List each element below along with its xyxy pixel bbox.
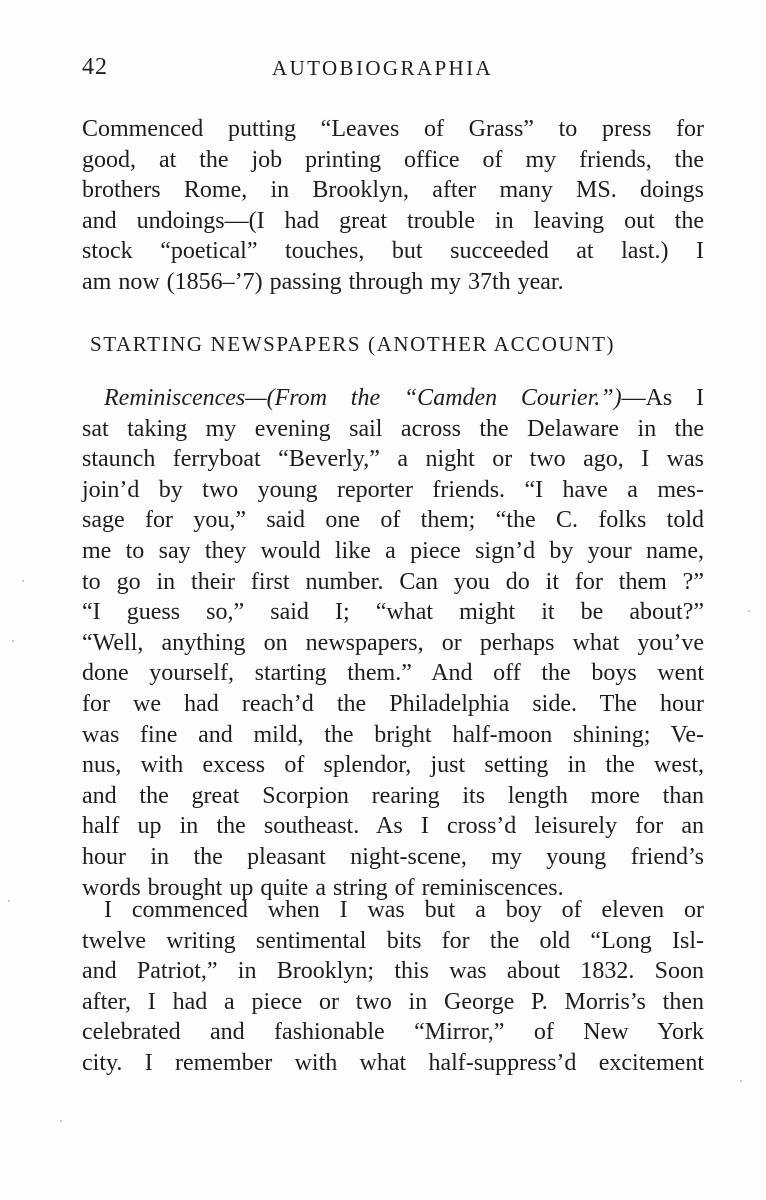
text-line: me to say they would like a piece sign’d by your name,: [82, 537, 704, 564]
text-line: join’d by two young reporter friends. “I have a mes-: [82, 476, 704, 503]
text-line: staunch ferryboat “Beverly,” a night or two ago, I was: [82, 446, 704, 473]
paper-speckle: [740, 1080, 742, 1082]
text-line: and undoings—(I had great trouble in leaving out the: [82, 207, 704, 234]
text-line: words brought up quite a string of reminiscences.: [82, 874, 564, 901]
paper-speckle: [22, 580, 24, 582]
paper-speckle: [12, 640, 14, 642]
text-line: I commenced when I was but a boy of eleven or: [104, 897, 704, 923]
text-line: to go in their first number. Can you do it for them ?”: [82, 568, 704, 595]
text-line-lead: [82, 383, 704, 414]
running-head: AUTOBIOGRAPHIA: [272, 56, 494, 80]
text-line: city. I remember with what half-suppress’d excitement: [82, 1049, 704, 1076]
paragraph-first-writings: [82, 895, 704, 1079]
page-number: 42: [82, 54, 108, 80]
paragraph-reminiscences: [82, 383, 704, 903]
paper-speckle: [748, 610, 750, 612]
text-line: done yourself, starting them.” And off the boys went: [82, 660, 704, 687]
text-line: “Well, anything on newspapers, or perhaps what you’ve: [82, 629, 704, 656]
text-line: hour in the pleasant night-scene, my young friend’s: [82, 843, 704, 870]
section-heading: STARTING NEWSPAPERS (ANOTHER ACCOUNT): [90, 332, 616, 356]
text-line: and the great Scorpion rearing its length more than: [82, 782, 704, 809]
text-line: sat taking my evening sail across the Delaware in the: [82, 415, 704, 442]
text-line: for we had reach’d the Philadelphia side. The hour: [82, 690, 704, 717]
text-line: “I guess so,” said I; “what might it be about?”: [82, 599, 704, 626]
lead-italic: Reminiscences—(From the “Camden Courier.”): [104, 385, 622, 411]
paper-speckle: [60, 1120, 62, 1122]
text-line: after, I had a piece or two in George P. Morris’s then: [82, 988, 704, 1015]
text-line: nus, with excess of splendor, just setting in the west,: [82, 752, 704, 779]
text-line: sage for you,” said one of them; “the C. folks told: [82, 507, 704, 534]
text-line: half up in the southeast. As I cross’d leisurely for an: [82, 813, 704, 840]
paragraph-leaves-of-grass: [82, 114, 704, 298]
lead-rest: —As I: [621, 385, 704, 411]
text-line: good, at the job printing office of my friends, the: [82, 146, 704, 173]
text-line: brothers Rome, in Brooklyn, after many MS. doings: [82, 177, 704, 204]
text-line: Commenced putting “Leaves of Grass” to press for: [82, 116, 704, 142]
text-line: am now (1856–’7) passing through my 37th year.: [82, 268, 564, 295]
text-line: was fine and mild, the bright half-moon shining; Ve-: [82, 721, 704, 748]
text-line: celebrated and fashionable “Mirror,” of New York: [82, 1019, 704, 1046]
paper-speckle: [8, 900, 10, 902]
text-line: twelve writing sentimental bits for the old “Long Isl-: [82, 927, 704, 954]
text-line: and Patriot,” in Brooklyn; this was about 1832. Soon: [82, 958, 704, 985]
text-line: stock “poetical” touches, but succeeded at last.) I: [82, 238, 704, 265]
